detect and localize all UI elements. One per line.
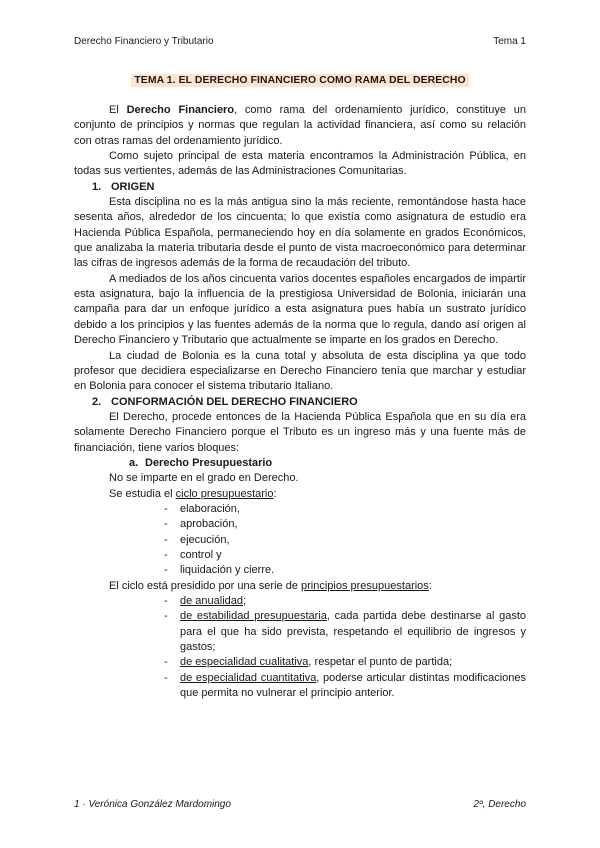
section-2-title: CONFORMACIÓN DEL DERECHO FINANCIERO [111,395,358,408]
list-dash: - [164,548,168,561]
principle-term: de anualidad [180,595,244,607]
subsection-a-heading [74,456,526,471]
subsection-a-title: Derecho Presupuestario [145,456,273,469]
principle-term: de especialidad cuantitativa [180,671,317,684]
principle-description: , cada partida debe destinarse al gasto para el que ha sido prevista, respetando el equilibrio de ingresos y gastos; [180,610,526,654]
cycle-item-label: ejecución, [180,533,230,546]
subsection-a-letter: a. [129,456,139,469]
list-item [74,609,526,655]
subsection-a-line-2 [74,487,526,502]
list-dash: - [164,502,168,515]
line-2-pre: Se estudia el [109,487,176,500]
footer-course: 2º, Derecho [473,799,526,810]
line-3-pre: El ciclo está presidido por una serie de [109,579,301,592]
intro-p1-pre: El [109,104,127,116]
intro-p1-post: , como rama del ordenamiento jurídico, constituye un conjunto de principios y normas que regulan la actividad financiera, así como su relación con otras ramas del ordenamiento jurídico. [74,104,526,147]
list-dash: - [164,533,168,546]
subsection-a-line-1: No se imparte en el grado en Derecho. [109,472,299,485]
intro-paragraph-1 [74,103,526,149]
document-body [74,103,526,701]
cycle-item-label: aprobación, [180,518,238,531]
subsection-a-line-3 [74,579,526,594]
intro-paragraph-2: Como sujeto principal de esta materia encontramos la Administración Pública, en todas sus vertientes, además de las Administraciones Comunitarias. [74,150,526,178]
section-1-paragraph-2: A mediados de los años cincuenta varios docentes españoles encargados de impartir esta asignatura, bajo la influencia de la prestigiosa Universidad de Bolonia, iniciarán una campaña para dar un enfoque jurídico a esta asignatura pues había un sustrato jurídico debido a los principios y las fuentes además de la norma que lo regula, dando así origen al Derecho Financiero y Tributario que actualmente se imparte en los grados en Derecho. [74,272,526,347]
running-header-subject: Derecho Financiero y Tributario [74,36,214,47]
principle-description: , respetar el punto de partida; [308,656,453,669]
list-dash: - [164,518,168,531]
principle-description: ; [243,595,247,607]
page-title: TEMA 1. EL DERECHO FINANCIERO COMO RAMA DEL DERECHO [131,74,468,87]
list-item [74,533,526,548]
list-dash: - [164,656,168,669]
line-3-post: : [428,579,432,592]
principios-presupuestarios-term: principios presupuestarios [301,579,429,592]
section-1-number: 1. [92,180,102,193]
list-item [74,548,526,563]
principle-term: de especialidad cualitativa [180,656,309,669]
section-2-heading [74,395,526,410]
cycle-item-label: control y [180,548,222,561]
running-header-topic: Tema 1 [493,36,526,47]
list-dash: - [164,564,168,577]
list-item [74,655,526,670]
section-1-title: ORIGEN [111,180,155,193]
footer-author: 1 · Verónica González Mardomingo [74,799,231,810]
list-item [74,671,526,702]
list-item [74,502,526,517]
section-1-paragraph-1: Esta disciplina no es la más antigua sino la más reciente, remontándose hasta hace sesenta años, alrededor de los cincuenta; lo que existía como asignatura de estudio era Hacienda Pública Española, permaneciendo hoy en día solamente en grados Económicos, que analizaba la materia tributaria desde el punto de vista macroeconómico para determinar las cifras de ingresos además de la forma de recaudación del tributo. [74,196,526,270]
principle-term: de estabilidad presupuestaria [180,610,327,623]
section-2-paragraph-1: El Derecho, procede entonces de la Hacienda Pública Española que en su día era solamente Derecho Financiero porque el Tributo es un ingreso más y una fuente más de financiación, tiene varios bloques: [74,410,526,454]
cycle-list [74,502,526,579]
line-2-post: : [273,487,277,500]
cycle-item-label: elaboración, [180,502,240,515]
list-dash: - [164,595,168,607]
principle-description: , poderse articular distintas modificaciones que permita no vulnerar el principio anterior. [180,671,526,700]
ciclo-presupuestario-term: ciclo presupuestario [175,487,274,500]
section-1-paragraph-3: La ciudad de Bolonia es la cuna total y absoluta de esta disciplina ya que todo profesor que decidiera especializarse en Derecho Financiero tenía que marchar y estudiar en Bolonia para conocer el sistema tributario Italiano. [74,349,526,393]
list-item [74,517,526,532]
cycle-item-label: liquidación y cierre. [180,564,275,577]
list-dash: - [164,671,168,684]
list-item [74,594,526,609]
title-container [0,70,600,88]
section-1-heading [74,180,526,195]
list-item [74,563,526,578]
intro-p1-bold: Derecho Financiero [126,104,235,116]
principles-list [74,594,526,701]
list-dash: - [164,610,168,623]
section-2-number: 2. [92,395,102,408]
